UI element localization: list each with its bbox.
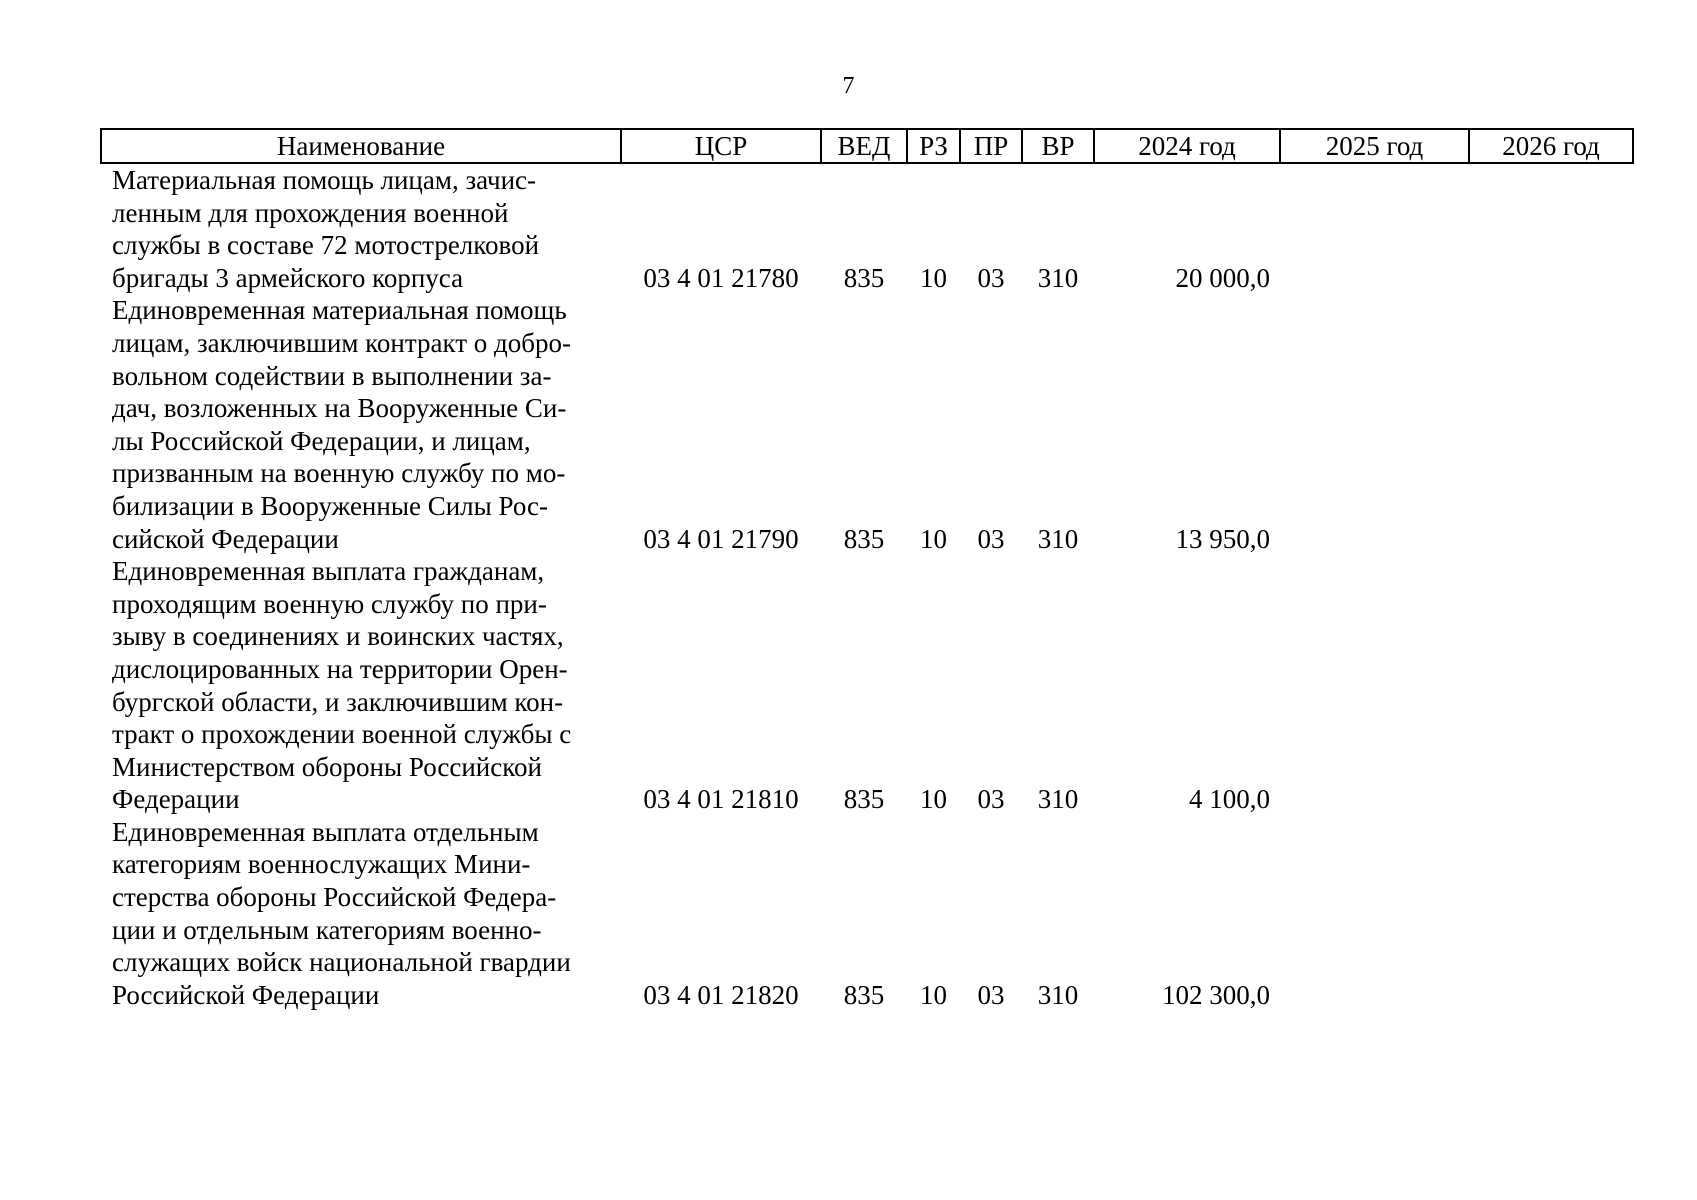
name-line: службы в составе 72 мотострелковой (112, 230, 540, 261)
cell-ved: 835 (843, 262, 885, 293)
name-line: бургской области, и заключившим кон- (112, 686, 564, 717)
cell-csr: 03 4 01 21790 (643, 523, 799, 554)
cell-ved: 835 (843, 784, 885, 815)
cell-rz: 10 (920, 784, 947, 815)
header-name: Наименование (101, 129, 621, 163)
cell-2026 (1469, 816, 1633, 1012)
name-line: зыву в соединениях и воинских частях, (112, 621, 564, 652)
cell-2024: 4 100,0 (1189, 784, 1270, 815)
cell-name (101, 163, 621, 294)
cell-csr: 03 4 01 21810 (643, 784, 799, 815)
name-line: сийской Федерации (112, 523, 339, 554)
cell-vr: 310 (1037, 979, 1079, 1010)
cell-pr: 03 (977, 523, 1005, 554)
cell-2025 (1280, 555, 1469, 816)
name-line: Федерации (112, 784, 240, 815)
name-line: Единовременная материальная помощь (112, 295, 567, 326)
header-vr: ВР (1022, 129, 1094, 163)
header-csr: ЦСР (621, 129, 821, 163)
budget-table (100, 128, 1634, 1011)
name-line: ленным для прохождения военной (112, 197, 509, 228)
name-line: призванным на военную службу по мо- (112, 458, 566, 489)
header-2026: 2026 год (1469, 129, 1633, 163)
cell-rz: 10 (920, 979, 947, 1010)
name-line: дач, возложенных на Вооруженные Си- (112, 393, 567, 424)
table-body (101, 163, 1633, 1011)
table-header-row (101, 129, 1633, 163)
cell-2025 (1280, 816, 1469, 1012)
table-row (101, 163, 1633, 294)
header-pr: ПР (960, 129, 1022, 163)
cell-2026 (1469, 294, 1633, 555)
cell-rz: 10 (920, 523, 947, 554)
cell-vr: 310 (1037, 784, 1079, 815)
name-line: тракт о прохождении военной службы с (112, 719, 572, 750)
cell-vr: 310 (1037, 523, 1079, 554)
cell-name (101, 294, 621, 555)
header-rz: РЗ (907, 129, 960, 163)
name-line: стерства обороны Российской Федера- (112, 882, 557, 913)
header-2024: 2024 год (1094, 129, 1280, 163)
cell-ved: 835 (843, 979, 885, 1010)
cell-name (101, 816, 621, 1012)
name-line: Материальная помощь лицам, зачис- (112, 165, 537, 195)
name-line: лы Российской Федерации, и лицам, (112, 425, 531, 456)
table-row (101, 555, 1633, 816)
name-line: Министерством обороны Российской (112, 751, 542, 782)
name-line: дислоцированных на территории Орен- (112, 653, 568, 684)
cell-2026 (1469, 163, 1633, 294)
cell-2025 (1280, 163, 1469, 294)
table-row (101, 816, 1633, 1012)
cell-2024: 20 000,0 (1175, 262, 1270, 293)
name-line: Единовременная выплата отдельным (112, 816, 539, 847)
name-line: билизации в Вооруженные Силы Рос- (112, 490, 549, 521)
cell-2024: 13 950,0 (1175, 523, 1270, 554)
name-line: Единовременная выплата гражданам, (112, 556, 545, 587)
cell-2026 (1469, 555, 1633, 816)
cell-vr: 310 (1037, 262, 1079, 293)
cell-name (101, 555, 621, 816)
name-line: служащих войск национальной гвардии (112, 947, 571, 978)
header-2025: 2025 год (1280, 129, 1469, 163)
cell-pr: 03 (977, 784, 1005, 815)
cell-csr: 03 4 01 21820 (643, 979, 799, 1010)
cell-ved: 835 (843, 523, 885, 554)
name-line: ции и отдельным категориям военно- (112, 914, 542, 945)
table-row (101, 294, 1633, 555)
page-number: 7 (842, 73, 855, 99)
header-ved: ВЕД (821, 129, 907, 163)
name-line: бригады 3 армейского корпуса (112, 262, 464, 293)
cell-pr: 03 (977, 262, 1005, 293)
cell-pr: 03 (977, 979, 1005, 1010)
name-line: лицам, заключившим контракт о добро- (112, 327, 572, 358)
cell-2024: 102 300,0 (1162, 979, 1270, 1010)
name-line: вольном содействии в выполнении за- (112, 360, 552, 391)
name-line: проходящим военную службу по при- (112, 588, 547, 619)
cell-2025 (1280, 294, 1469, 555)
name-line: Российской Федерации (112, 979, 380, 1010)
cell-csr: 03 4 01 21780 (643, 262, 799, 293)
name-line: категориям военнослужащих Мини- (112, 849, 531, 880)
cell-rz: 10 (920, 262, 947, 293)
